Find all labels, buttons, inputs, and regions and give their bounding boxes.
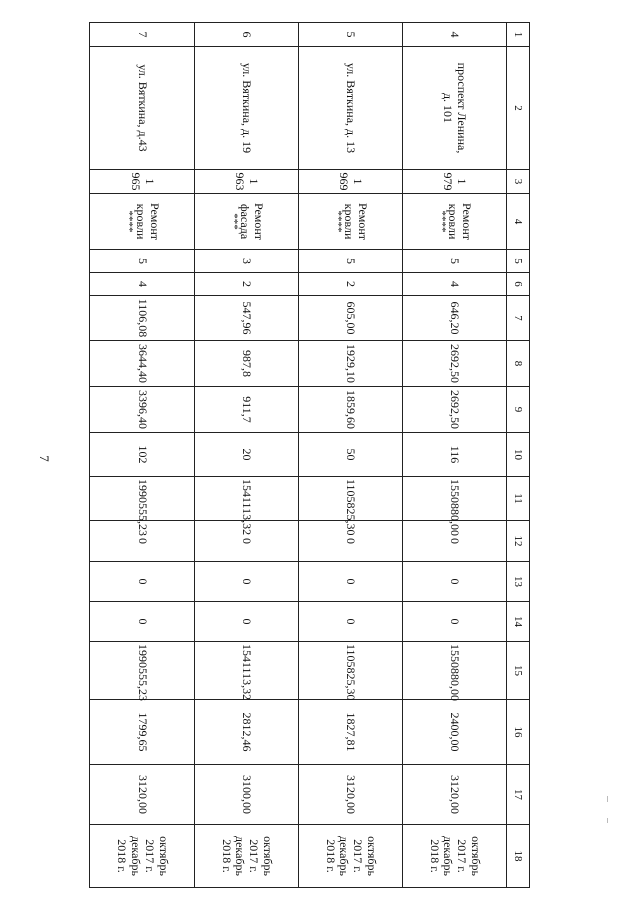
row-number: 4 [403,23,507,47]
table-cell: 1106,08 [90,296,195,341]
table-cell: 1105825,30 [299,477,403,521]
header-cell: 17 [507,765,530,825]
header-cell: 1 [507,23,530,47]
table-cell: 2 [195,273,299,296]
table-row [299,23,403,888]
table-cell: 0 [195,562,299,602]
table-row [90,23,195,888]
work-type: Ремонт кровли [446,202,475,241]
period-start: октябрь 2017 г. [455,836,484,876]
period-cell [299,825,403,888]
header-cell: 15 [507,642,530,700]
table-cell: 3100,00 [195,765,299,825]
header-cell: 5 [507,250,530,273]
header-cell: 8 [507,341,530,387]
year-cell: 1 969 [299,170,403,194]
table-cell: 0 [403,602,507,642]
header-cell: 12 [507,521,530,562]
header-cell: 2 [507,47,530,170]
table-cell: 547,96 [195,296,299,341]
table-cell: 2400,00 [403,700,507,765]
table-cell: 20 [195,433,299,477]
table-cell: 3 [195,250,299,273]
table-cell: 605,00 [299,296,403,341]
table-cell: 2 [299,273,403,296]
table-cell: 4 [403,273,507,296]
table-cell: 3120,00 [299,765,403,825]
table-cell: 0 [299,521,403,562]
table-row [195,23,299,888]
row-number: 6 [195,23,299,47]
header-cell: 9 [507,387,530,433]
table-cell: 1990555,23 [90,642,195,700]
table-cell: 2692,50 [403,341,507,387]
work-type-cell [403,194,507,250]
table-cell: 1550880,00 [403,477,507,521]
header-cell: 18 [507,825,530,888]
work-stars: *** [227,213,240,230]
table-cell: 0 [90,562,195,602]
period-cell [195,825,299,888]
year-cell: 1 965 [90,170,195,194]
header-cell: 10 [507,433,530,477]
table-cell: 0 [403,562,507,602]
table-cell: 1929,10 [299,341,403,387]
header-cell: 16 [507,700,530,765]
table-cell: 1827,81 [299,700,403,765]
work-stars: **** [331,210,344,233]
address-line: д. 101 [441,92,456,124]
header-cell: 7 [507,296,530,341]
address-line: ул. Вяткина, д. 19 [240,62,255,154]
period-end: декабрь 2018 г. [115,836,143,876]
address-cell [195,47,299,170]
table-cell: 2812,46 [195,700,299,765]
header-cell: 3 [507,170,530,194]
header-cell: 14 [507,602,530,642]
period-start: октябрь 2017 г. [351,836,380,876]
address-cell [90,47,195,170]
table-cell: 5 [299,250,403,273]
table-cell: 1799,65 [90,700,195,765]
page-number: 7 [36,455,52,462]
header-cell: 13 [507,562,530,602]
table-cell: 3396,40 [90,387,195,433]
table-row [403,23,507,888]
table-cell: 911,7 [195,387,299,433]
table-cell: 102 [90,433,195,477]
scan-mark [607,796,608,802]
table-cell: 1105825,30 [299,642,403,700]
table-cell: 0 [299,562,403,602]
work-stars: **** [123,210,136,233]
table-cell: 1550880,00 [403,642,507,700]
work-type: Ремонт кровли [133,202,162,241]
work-stars: **** [435,210,448,233]
address-line: ул. Вяткина, д. 13 [344,62,359,154]
table-cell: 3120,00 [403,765,507,825]
row-number: 5 [299,23,403,47]
period-end: декабрь 2018 г. [323,836,352,876]
header-cell: 11 [507,477,530,521]
year-cell: 1 963 [195,170,299,194]
period-end: декабрь 2018 г. [427,836,456,876]
address-cell [299,47,403,170]
table-cell: 2692,50 [403,387,507,433]
header-cell: 4 [507,194,530,250]
table-cell: 646,20 [403,296,507,341]
table-cell: 3120,00 [90,765,195,825]
work-type: Ремонт кровли [342,202,371,241]
header-cell: 6 [507,273,530,296]
table-cell: 0 [403,521,507,562]
table-cell: 116 [403,433,507,477]
table-cell: 0 [299,602,403,642]
table-cell: 0 [195,602,299,642]
table-cell: 1541113,32 [195,642,299,700]
work-type-cell [195,194,299,250]
table-cell: 1859,60 [299,387,403,433]
period-end: декабрь 2018 г. [219,836,248,876]
work-type-cell [299,194,403,250]
table-cell: 3644,40 [90,341,195,387]
address-line: проспект Ленина, [455,62,470,154]
row-number: 7 [90,23,195,47]
table-cell: 5 [403,250,507,273]
rotated-table-block [90,22,530,876]
period-start: октябрь 2017 г. [142,836,171,876]
address-cell [403,47,507,170]
period-cell [403,825,507,888]
header-row [507,23,530,888]
year-cell: 1 979 [403,170,507,194]
work-type: Ремонт фасада [238,202,267,241]
table-cell: 987,8 [195,341,299,387]
period-cell [90,825,195,888]
table-cell: 50 [299,433,403,477]
scan-mark [607,818,608,823]
table-cell: 4 [90,273,195,296]
table-cell: 0 [195,521,299,562]
table-cell: 0 [90,602,195,642]
table-cell: 1990555,23 [90,477,195,521]
work-type-cell [90,194,195,250]
table-cell: 0 [90,521,195,562]
address-line: ул. Вяткина, д.43 [135,64,150,152]
repair-schedule-table [89,22,530,888]
table-cell: 1541113,32 [195,477,299,521]
period-start: октябрь 2017 г. [247,836,276,876]
table-cell: 5 [90,250,195,273]
